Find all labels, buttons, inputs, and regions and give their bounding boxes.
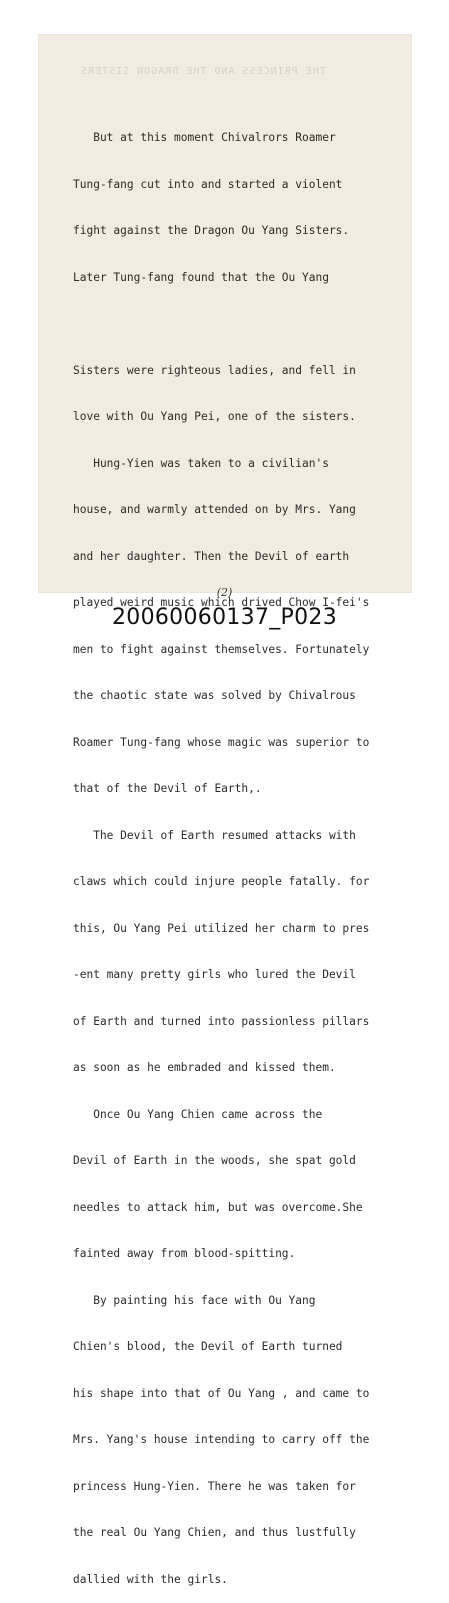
text-line: But at this moment Chivalrors Roamer <box>73 131 336 144</box>
text-line: house, and warmly attended on by Mrs. Yang <box>73 503 356 516</box>
text-line: love with Ou Yang Pei, one of the sisters. <box>73 410 356 423</box>
text-line: Later Tung-fang found that the Ou Yang <box>73 270 329 284</box>
text-line: Roamer Tung-fang whose magic was superior to <box>73 735 370 749</box>
text-line: and her daughter. Then the Devil of earth <box>73 549 350 563</box>
text-line: The Devil of Earth resumed attacks with <box>73 828 356 842</box>
text-line: of Earth and turned into passionless pillars <box>73 1014 370 1028</box>
text-line: princess Hung-Yien. There he was taken for <box>73 1479 356 1493</box>
text-line: this, Ou Yang Pei utilized her charm to pres <box>73 921 370 935</box>
text-line: Tung-fang cut into and started a violent <box>73 177 343 191</box>
text-line <box>73 316 393 332</box>
text-line: played weird music which drived Chow I-fei's <box>73 596 370 609</box>
text-line: Sisters were righteous ladies, and fell in <box>73 363 356 377</box>
text-line: claws which could injure people fatally. for <box>73 875 370 888</box>
text-line: Devil of Earth in the woods, she spat gold <box>73 1154 356 1167</box>
text-line: By painting his face with Ou Yang <box>73 1293 316 1307</box>
text-line: fainted away from blood-spitting. <box>73 1247 296 1260</box>
page-number: (2) <box>216 586 233 599</box>
text-line: fight against the Dragon Ou Yang Sisters. <box>73 224 350 237</box>
archive-id-caption: 20060060137_P023 <box>111 605 338 630</box>
text-line: that of the Devil of Earth,. <box>73 782 262 795</box>
text-line: men to fight against themselves. Fortunately <box>73 642 370 656</box>
text-line: his shape into that of Ou Yang , and came to <box>73 1386 370 1400</box>
text-line: Mrs. Yang's house intending to carry off the <box>73 1433 370 1446</box>
bleed-through-header: THE PRINCESS AND THE DRAGON SISTERS <box>80 66 326 77</box>
typewritten-body <box>73 99 393 1603</box>
text-line: the real Ou Yang Chien, and thus lustfully <box>73 1526 356 1539</box>
text-line: dallied with the girls. <box>73 1572 228 1586</box>
text-line: -ent many pretty girls who lured the Devil <box>73 968 356 981</box>
text-line: as soon as he embraded and kissed them. <box>73 1061 336 1074</box>
text-line: needles to attack him, but was overcome.She <box>73 1200 363 1214</box>
text-line: Hung-Yien was taken to a civilian's <box>73 456 329 470</box>
text-line: Once Ou Yang Chien came across the <box>73 1107 323 1121</box>
text-line: Chien's blood, the Devil of Earth turned <box>73 1340 343 1353</box>
text-line: the chaotic state was solved by Chivalrous <box>73 689 356 702</box>
